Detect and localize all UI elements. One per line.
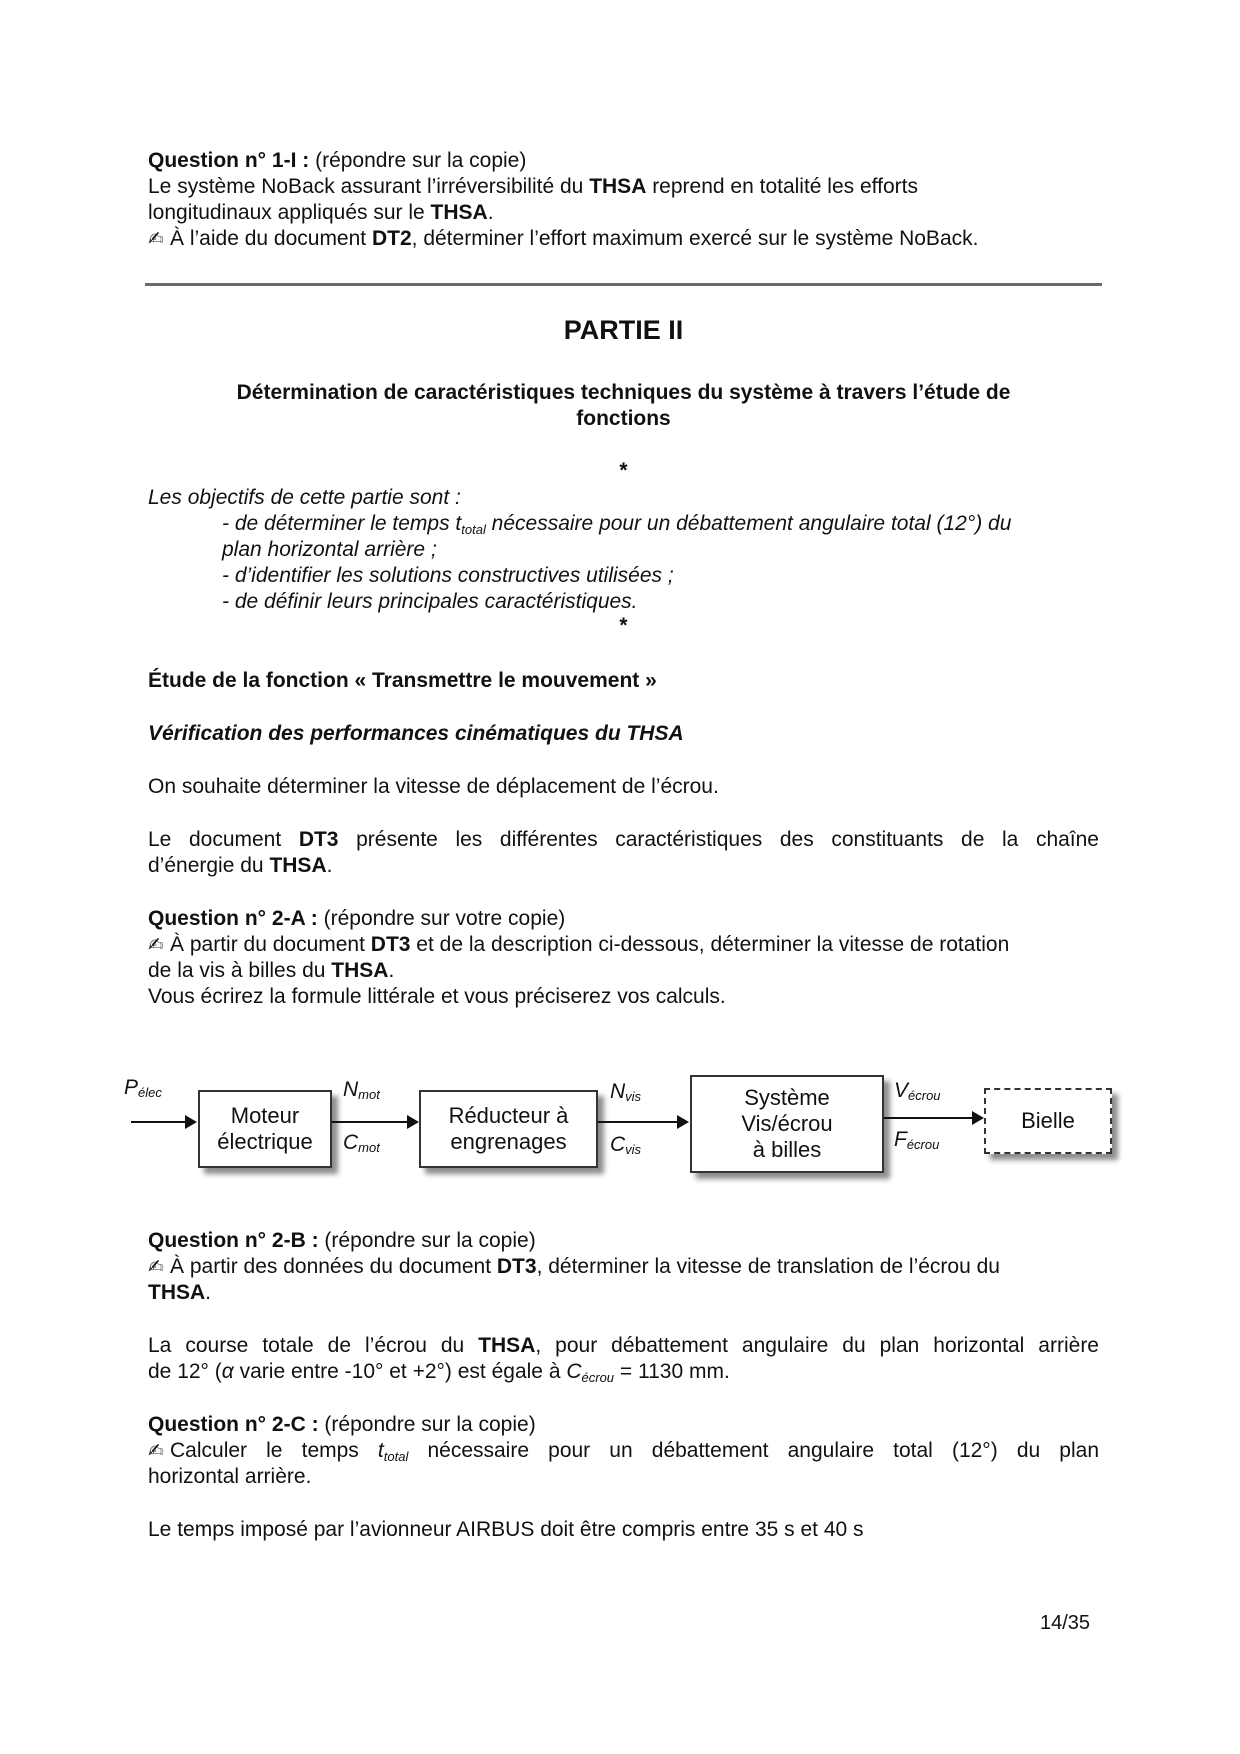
q2a-line3: Vous écrirez la formule littérale et vous préciserez vos calculs. — [148, 985, 726, 1008]
q2b-p1-line2: de 12° (α varie entre -10° et +2°) est égale à $C_{écrou} = 1130$ mm. — [148, 1360, 730, 1385]
label-c-vis: $C_{vis}$ — [610, 1133, 642, 1157]
pen-icon: ✍ — [148, 1257, 164, 1278]
label-n-mot: $N_{mot}$ — [343, 1078, 380, 1102]
q2a-line2: de la vis à billes du THSA. — [148, 959, 395, 982]
box-vis-ecrou: Système Vis/écrou à billes — [690, 1075, 884, 1173]
q2b-heading: Question n° 2-B : (répondre sur la copie) — [148, 1229, 536, 1252]
q2b-line1: ✍ À partir des données du document DT3, déterminer la vitesse de translation de l’écrou du — [148, 1254, 1000, 1281]
objectifs-intro: Les objectifs de cette partie sont : — [148, 486, 461, 509]
etude-title: Étude de la fonction « Transmettre le mouvement » — [148, 669, 657, 692]
arrow-ecrou — [884, 1117, 982, 1119]
objectif-item-3: - de définir leurs principales caractéristiques. — [222, 590, 638, 613]
box-bielle: Bielle — [984, 1088, 1112, 1154]
box-moteur-electrique: Moteur électrique — [198, 1090, 332, 1168]
q2c-line2: horizontal arrière. — [148, 1465, 312, 1488]
box-reducteur: Réducteur à engrenages — [419, 1090, 598, 1168]
label-c-mot: $C_{mot}$ — [343, 1131, 380, 1155]
arrow-p-elec — [131, 1121, 195, 1123]
objectif-item-1-cont: plan horizontal arrière ; — [222, 538, 437, 561]
pen-icon: ✍ — [148, 1441, 164, 1462]
partie-title: PARTIE II — [563, 315, 684, 345]
arrow-vis — [598, 1121, 687, 1123]
q1i-line3: ✍ À l’aide du document DT2, déterminer l’effort maximum exercé sur le système NoBack. — [148, 226, 978, 253]
pen-icon: ✍ — [148, 229, 164, 250]
q1i-line1: Le système NoBack assurant l’irréversibilité du THSA reprend en totalité les efforts — [148, 175, 918, 198]
etude-p2-line2: d’énergie du THSA. — [148, 854, 333, 877]
star-separator: * — [619, 459, 628, 482]
q1i-heading: Question n° 1-I : (répondre sur la copie) — [148, 149, 527, 172]
section-divider — [145, 283, 1102, 286]
q2c-p1: Le temps imposé par l’avionneur AIRBUS doit être compris entre 35 s et 40 s — [148, 1518, 864, 1541]
arrow-mot — [332, 1121, 417, 1123]
etude-p1: On souhaite déterminer la vitesse de déplacement de l’écrou. — [148, 775, 719, 798]
q1i-line2: longitudinaux appliqués sur le THSA. — [148, 201, 494, 224]
q2c-heading: Question n° 2-C : (répondre sur la copie) — [148, 1413, 536, 1436]
star-separator-2: * — [619, 614, 628, 637]
page-number: 14/35 — [1040, 1612, 1091, 1634]
partie-subtitle-2: fonctions — [576, 407, 671, 430]
q2a-line1: ✍ À partir du document DT3 et de la description ci-dessous, déterminer la vitesse de rotation — [148, 932, 1009, 959]
q2c-line1: ✍ Calculer le temps $t_{total}$ nécessaire pour un débattement angulaire total (12°) du plan — [148, 1439, 1099, 1464]
label-f-ecrou: $F_{écrou}$ — [894, 1128, 940, 1152]
q2b-line2: THSA. — [148, 1281, 212, 1304]
pen-icon: ✍ — [148, 935, 164, 956]
objectif-item-1: - de déterminer le temps $t_{total}$ nécessaire pour un débattement angulaire total (12°) du — [222, 512, 1012, 537]
label-v-ecrou: $V_{écrou}$ — [894, 1079, 941, 1103]
partie-subtitle-1: Détermination de caractéristiques techniques du système à travers l’étude de — [236, 381, 1011, 404]
etude-p2-line1: Le document DT3 présente les différentes caractéristiques des constituants de la chaîne — [148, 828, 1099, 851]
objectif-item-2: - d’identifier les solutions constructives utilisées ; — [222, 564, 674, 587]
label-p-elec: $P_{élec}$ — [124, 1076, 162, 1100]
etude-subtitle: Vérification des performances cinématiques du THSA — [148, 722, 684, 745]
q2b-p1-line1: La course totale de l’écrou du THSA, pour débattement angulaire du plan horizontal arrière — [148, 1334, 1099, 1357]
q2a-heading: Question n° 2-A : (répondre sur votre copie) — [148, 907, 566, 930]
label-n-vis: $N_{vis}$ — [610, 1080, 642, 1104]
